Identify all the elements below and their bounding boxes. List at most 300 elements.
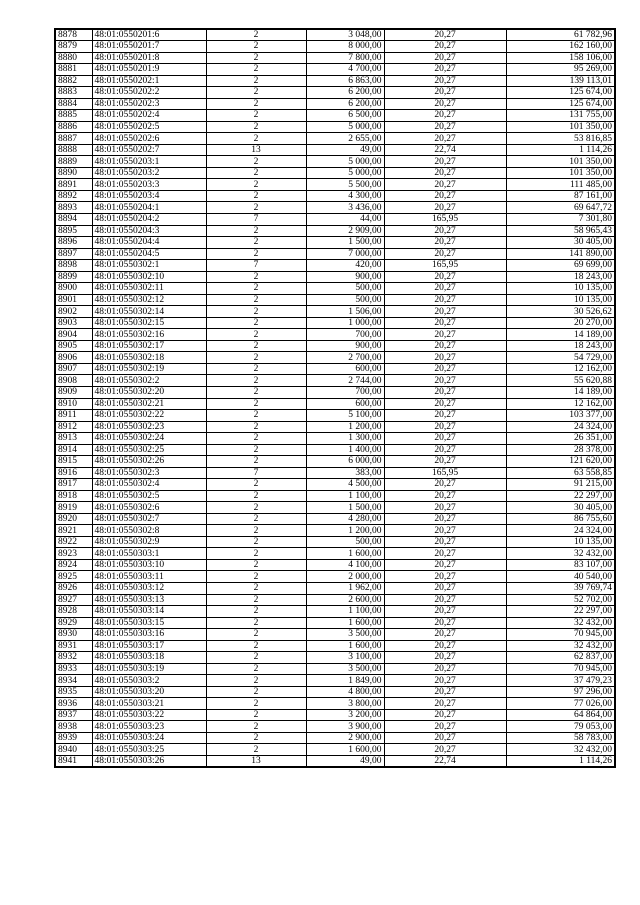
area-value: 2 744,00 [306, 375, 384, 387]
rate-value: 20,27 [384, 513, 506, 525]
table-row [55, 721, 615, 733]
cadastral-number: 48:01:0550302:6 [92, 502, 206, 514]
table-row [55, 583, 615, 595]
table-row [55, 663, 615, 675]
category-code: 2 [206, 652, 306, 664]
table-row [55, 536, 615, 548]
cadastral-value: 79 053,00 [506, 721, 615, 733]
category-code: 2 [206, 456, 306, 468]
area-value: 8 000,00 [306, 41, 384, 53]
row-number: 8935 [55, 686, 92, 698]
table-row [55, 398, 615, 410]
cadastral-value: 97 296,00 [506, 686, 615, 698]
rate-value: 20,27 [384, 317, 506, 329]
rate-value: 20,27 [384, 340, 506, 352]
category-code: 2 [206, 513, 306, 525]
cadastral-number: 48:01:0550302:11 [92, 283, 206, 295]
area-value: 3 436,00 [306, 202, 384, 214]
cadastral-value: 28 378,00 [506, 444, 615, 456]
category-code: 2 [206, 110, 306, 122]
category-code: 2 [206, 179, 306, 191]
table-row [55, 329, 615, 341]
table-row [55, 410, 615, 422]
category-code: 2 [206, 202, 306, 214]
cadastral-number: 48:01:0550303:18 [92, 652, 206, 664]
rate-value: 20,27 [384, 686, 506, 698]
row-number: 8910 [55, 398, 92, 410]
row-number: 8878 [55, 29, 92, 41]
area-value: 900,00 [306, 340, 384, 352]
rate-value: 20,27 [384, 456, 506, 468]
rate-value: 20,27 [384, 52, 506, 64]
cadastral-value: 12 162,00 [506, 398, 615, 410]
cadastral-number: 48:01:0550201:7 [92, 41, 206, 53]
cadastral-value: 101 350,00 [506, 156, 615, 168]
row-number: 8929 [55, 617, 92, 629]
cadastral-number: 48:01:0550202:2 [92, 87, 206, 99]
cadastral-number: 48:01:0550302:20 [92, 386, 206, 398]
rate-value: 20,27 [384, 559, 506, 571]
cadastral-value: 32 432,00 [506, 640, 615, 652]
category-code: 2 [206, 594, 306, 606]
row-number: 8925 [55, 571, 92, 583]
cadastral-number: 48:01:0550201:6 [92, 29, 206, 41]
cadastral-number: 48:01:0550302:12 [92, 294, 206, 306]
cadastral-number: 48:01:0550204:3 [92, 225, 206, 237]
category-code: 2 [206, 490, 306, 502]
row-number: 8939 [55, 732, 92, 744]
table-row [55, 225, 615, 237]
rate-value: 20,27 [384, 202, 506, 214]
cadastral-value: 14 189,00 [506, 329, 615, 341]
area-value: 1 100,00 [306, 606, 384, 618]
cadastral-value: 86 755,60 [506, 513, 615, 525]
rate-value: 20,27 [384, 744, 506, 756]
cadastral-value: 53 816,85 [506, 133, 615, 145]
cadastral-number: 48:01:0550303:10 [92, 559, 206, 571]
row-number: 8924 [55, 559, 92, 571]
table-row [55, 271, 615, 283]
cadastral-number: 48:01:0550302:23 [92, 421, 206, 433]
cadastral-number: 48:01:0550201:9 [92, 64, 206, 76]
rate-value: 20,27 [384, 583, 506, 595]
area-value: 1 506,00 [306, 306, 384, 318]
rate-value: 22,74 [384, 755, 506, 767]
rate-value: 20,27 [384, 283, 506, 295]
cadastral-value: 101 350,00 [506, 167, 615, 179]
cadastral-value: 52 702,00 [506, 594, 615, 606]
table-row [55, 214, 615, 226]
table-body [55, 29, 615, 767]
rate-value: 20,27 [384, 248, 506, 260]
table-row [55, 202, 615, 214]
cadastral-number: 48:01:0550302:8 [92, 525, 206, 537]
category-code: 2 [206, 421, 306, 433]
area-value: 3 900,00 [306, 721, 384, 733]
table-row [55, 237, 615, 249]
cadastral-value: 26 351,00 [506, 433, 615, 445]
rate-value: 22,74 [384, 144, 506, 156]
category-code: 2 [206, 606, 306, 618]
row-number: 8888 [55, 144, 92, 156]
area-value: 1 200,00 [306, 525, 384, 537]
area-value: 1 300,00 [306, 433, 384, 445]
category-code: 2 [206, 583, 306, 595]
row-number: 8895 [55, 225, 92, 237]
area-value: 6 500,00 [306, 110, 384, 122]
area-value: 1 200,00 [306, 421, 384, 433]
row-number: 8930 [55, 629, 92, 641]
area-value: 2 700,00 [306, 352, 384, 364]
cadastral-number: 48:01:0550303:12 [92, 583, 206, 595]
category-code: 2 [206, 686, 306, 698]
area-value: 1 849,00 [306, 675, 384, 687]
category-code: 2 [206, 617, 306, 629]
rate-value: 20,27 [384, 732, 506, 744]
area-value: 1 962,00 [306, 583, 384, 595]
cadastral-number: 48:01:0550302:19 [92, 363, 206, 375]
cadastral-number: 48:01:0550302:14 [92, 306, 206, 318]
table-row [55, 144, 615, 156]
cadastral-value: 141 890,00 [506, 248, 615, 260]
area-value: 1 600,00 [306, 617, 384, 629]
cadastral-value: 30 405,00 [506, 502, 615, 514]
cadastral-number: 48:01:0550302:4 [92, 479, 206, 491]
rate-value: 20,27 [384, 606, 506, 618]
cadastral-value: 70 945,00 [506, 663, 615, 675]
cadastral-value: 54 729,00 [506, 352, 615, 364]
row-number: 8899 [55, 271, 92, 283]
area-value: 4 100,00 [306, 559, 384, 571]
area-value: 6 200,00 [306, 98, 384, 110]
row-number: 8916 [55, 467, 92, 479]
category-code: 2 [206, 352, 306, 364]
cadastral-value: 125 674,00 [506, 87, 615, 99]
table-row [55, 156, 615, 168]
category-code: 2 [206, 536, 306, 548]
table-row [55, 421, 615, 433]
rate-value: 20,27 [384, 190, 506, 202]
area-value: 2 655,00 [306, 133, 384, 145]
cadastral-value: 32 432,00 [506, 548, 615, 560]
category-code: 2 [206, 41, 306, 53]
area-value: 3 500,00 [306, 663, 384, 675]
cadastral-number: 48:01:0550303:23 [92, 721, 206, 733]
category-code: 2 [206, 237, 306, 249]
cadastral-value: 39 769,74 [506, 583, 615, 595]
row-number: 8917 [55, 479, 92, 491]
area-value: 5 000,00 [306, 156, 384, 168]
category-code: 2 [206, 363, 306, 375]
row-number: 8896 [55, 237, 92, 249]
table-row [55, 467, 615, 479]
table-row [55, 167, 615, 179]
row-number: 8900 [55, 283, 92, 295]
rate-value: 20,27 [384, 179, 506, 191]
area-value: 700,00 [306, 329, 384, 341]
category-code: 2 [206, 433, 306, 445]
category-code: 2 [206, 479, 306, 491]
row-number: 8933 [55, 663, 92, 675]
table-row [55, 617, 615, 629]
row-number: 8918 [55, 490, 92, 502]
cadastral-number: 48:01:0550303:17 [92, 640, 206, 652]
category-code: 2 [206, 64, 306, 76]
category-code: 2 [206, 167, 306, 179]
area-value: 2 600,00 [306, 594, 384, 606]
cadastral-number: 48:01:0550302:26 [92, 456, 206, 468]
cadastral-value-table [54, 28, 616, 768]
table-row [55, 29, 615, 41]
area-value: 700,00 [306, 386, 384, 398]
area-value: 1 000,00 [306, 317, 384, 329]
area-value: 1 500,00 [306, 237, 384, 249]
table-row [55, 525, 615, 537]
cadastral-value: 62 837,00 [506, 652, 615, 664]
area-value: 3 500,00 [306, 629, 384, 641]
row-number: 8921 [55, 525, 92, 537]
rate-value: 20,27 [384, 352, 506, 364]
cadastral-number: 48:01:0550202:7 [92, 144, 206, 156]
category-code: 2 [206, 87, 306, 99]
category-code: 2 [206, 386, 306, 398]
cadastral-number: 48:01:0550302:9 [92, 536, 206, 548]
table-row [55, 744, 615, 756]
cadastral-number: 48:01:0550302:5 [92, 490, 206, 502]
category-code: 2 [206, 709, 306, 721]
cadastral-value: 125 674,00 [506, 98, 615, 110]
category-code: 2 [206, 698, 306, 710]
table-row [55, 490, 615, 502]
rate-value: 20,27 [384, 652, 506, 664]
area-value: 6 863,00 [306, 75, 384, 87]
rate-value: 20,27 [384, 87, 506, 99]
area-value: 1 500,00 [306, 502, 384, 514]
table-row [55, 640, 615, 652]
cadastral-value: 10 135,00 [506, 283, 615, 295]
cadastral-number: 48:01:0550202:6 [92, 133, 206, 145]
cadastral-number: 48:01:0550202:1 [92, 75, 206, 87]
cadastral-value: 24 324,00 [506, 421, 615, 433]
row-number: 8920 [55, 513, 92, 525]
category-code: 2 [206, 444, 306, 456]
row-number: 8884 [55, 98, 92, 110]
row-number: 8940 [55, 744, 92, 756]
area-value: 1 600,00 [306, 548, 384, 560]
table-row [55, 121, 615, 133]
rate-value: 20,27 [384, 29, 506, 41]
rate-value: 20,27 [384, 398, 506, 410]
row-number: 8931 [55, 640, 92, 652]
table-row [55, 686, 615, 698]
cadastral-number: 48:01:0550302:7 [92, 513, 206, 525]
cadastral-value: 30 405,00 [506, 237, 615, 249]
cadastral-number: 48:01:0550302:17 [92, 340, 206, 352]
category-code: 2 [206, 317, 306, 329]
cadastral-value: 103 377,00 [506, 410, 615, 422]
rate-value: 165,95 [384, 467, 506, 479]
cadastral-value: 37 479,23 [506, 675, 615, 687]
cadastral-number: 48:01:0550204:2 [92, 214, 206, 226]
cadastral-value: 32 432,00 [506, 744, 615, 756]
category-code: 13 [206, 144, 306, 156]
cadastral-value: 58 783,00 [506, 732, 615, 744]
table-row [55, 179, 615, 191]
cadastral-number: 48:01:0550203:3 [92, 179, 206, 191]
area-value: 500,00 [306, 536, 384, 548]
cadastral-number: 48:01:0550303:14 [92, 606, 206, 618]
cadastral-value: 87 161,00 [506, 190, 615, 202]
table-row [55, 375, 615, 387]
row-number: 8885 [55, 110, 92, 122]
area-value: 49,00 [306, 144, 384, 156]
cadastral-value: 101 350,00 [506, 121, 615, 133]
area-value: 383,00 [306, 467, 384, 479]
row-number: 8880 [55, 52, 92, 64]
row-number: 8913 [55, 433, 92, 445]
table-row [55, 513, 615, 525]
row-number: 8937 [55, 709, 92, 721]
rate-value: 20,27 [384, 617, 506, 629]
table-row [55, 502, 615, 514]
table-row [55, 317, 615, 329]
cadastral-number: 48:01:0550302:22 [92, 410, 206, 422]
area-value: 500,00 [306, 294, 384, 306]
rate-value: 20,27 [384, 421, 506, 433]
rate-value: 20,27 [384, 663, 506, 675]
category-code: 2 [206, 294, 306, 306]
cadastral-number: 48:01:0550302:25 [92, 444, 206, 456]
cadastral-number: 48:01:0550203:2 [92, 167, 206, 179]
category-code: 2 [206, 721, 306, 733]
area-value: 5 100,00 [306, 410, 384, 422]
cadastral-number: 48:01:0550303:2 [92, 675, 206, 687]
area-value: 3 800,00 [306, 698, 384, 710]
row-number: 8907 [55, 363, 92, 375]
rate-value: 20,27 [384, 594, 506, 606]
category-code: 2 [206, 398, 306, 410]
area-value: 900,00 [306, 271, 384, 283]
rate-value: 20,27 [384, 525, 506, 537]
table-row [55, 606, 615, 618]
cadastral-number: 48:01:0550303:1 [92, 548, 206, 560]
rate-value: 20,27 [384, 75, 506, 87]
rate-value: 20,27 [384, 571, 506, 583]
table-row [55, 594, 615, 606]
table-row [55, 675, 615, 687]
category-code: 2 [206, 663, 306, 675]
area-value: 7 800,00 [306, 52, 384, 64]
row-number: 8897 [55, 248, 92, 260]
cadastral-number: 48:01:0550302:15 [92, 317, 206, 329]
cadastral-number: 48:01:0550302:2 [92, 375, 206, 387]
rate-value: 20,27 [384, 64, 506, 76]
table-row [55, 456, 615, 468]
table-row [55, 190, 615, 202]
table-row [55, 283, 615, 295]
category-code: 2 [206, 571, 306, 583]
row-number: 8889 [55, 156, 92, 168]
category-code: 2 [206, 744, 306, 756]
area-value: 3 048,00 [306, 29, 384, 41]
rate-value: 20,27 [384, 410, 506, 422]
cadastral-value: 1 114,26 [506, 144, 615, 156]
area-value: 4 700,00 [306, 64, 384, 76]
table-row [55, 479, 615, 491]
cadastral-value: 10 135,00 [506, 294, 615, 306]
cadastral-number: 48:01:0550303:26 [92, 755, 206, 767]
category-code: 2 [206, 283, 306, 295]
rate-value: 20,27 [384, 121, 506, 133]
area-value: 44,00 [306, 214, 384, 226]
table-row [55, 352, 615, 364]
rate-value: 20,27 [384, 675, 506, 687]
row-number: 8936 [55, 698, 92, 710]
cadastral-value: 58 965,43 [506, 225, 615, 237]
area-value: 2 900,00 [306, 732, 384, 744]
category-code: 13 [206, 755, 306, 767]
category-code: 2 [206, 29, 306, 41]
category-code: 2 [206, 375, 306, 387]
cadastral-value: 139 113,01 [506, 75, 615, 87]
cadastral-value: 22 297,00 [506, 606, 615, 618]
row-number: 8914 [55, 444, 92, 456]
cadastral-value: 14 189,00 [506, 386, 615, 398]
row-number: 8905 [55, 340, 92, 352]
category-code: 2 [206, 732, 306, 744]
cadastral-number: 48:01:0550204:4 [92, 237, 206, 249]
category-code: 2 [206, 410, 306, 422]
table-row [55, 306, 615, 318]
cadastral-number: 48:01:0550302:10 [92, 271, 206, 283]
area-value: 5 000,00 [306, 121, 384, 133]
area-value: 3 200,00 [306, 709, 384, 721]
category-code: 2 [206, 306, 306, 318]
category-code: 2 [206, 675, 306, 687]
cadastral-number: 48:01:0550302:16 [92, 329, 206, 341]
cadastral-value: 69 647,72 [506, 202, 615, 214]
row-number: 8926 [55, 583, 92, 595]
area-value: 1 100,00 [306, 490, 384, 502]
row-number: 8928 [55, 606, 92, 618]
category-code: 2 [206, 629, 306, 641]
row-number: 8922 [55, 536, 92, 548]
category-code: 7 [206, 260, 306, 272]
cadastral-number: 48:01:0550203:4 [92, 190, 206, 202]
category-code: 2 [206, 52, 306, 64]
area-value: 4 280,00 [306, 513, 384, 525]
rate-value: 165,95 [384, 214, 506, 226]
rate-value: 20,27 [384, 225, 506, 237]
table-row [55, 133, 615, 145]
cadastral-number: 48:01:0550303:24 [92, 732, 206, 744]
area-value: 4 300,00 [306, 190, 384, 202]
category-code: 2 [206, 502, 306, 514]
area-value: 6 000,00 [306, 456, 384, 468]
rate-value: 20,27 [384, 329, 506, 341]
rate-value: 20,27 [384, 490, 506, 502]
row-number: 8908 [55, 375, 92, 387]
cadastral-number: 48:01:0550302:3 [92, 467, 206, 479]
row-number: 8891 [55, 179, 92, 191]
cadastral-value: 121 620,00 [506, 456, 615, 468]
cadastral-value: 18 243,00 [506, 271, 615, 283]
category-code: 2 [206, 640, 306, 652]
cadastral-number: 48:01:0550303:20 [92, 686, 206, 698]
category-code: 2 [206, 271, 306, 283]
table-row [55, 294, 615, 306]
row-number: 8915 [55, 456, 92, 468]
